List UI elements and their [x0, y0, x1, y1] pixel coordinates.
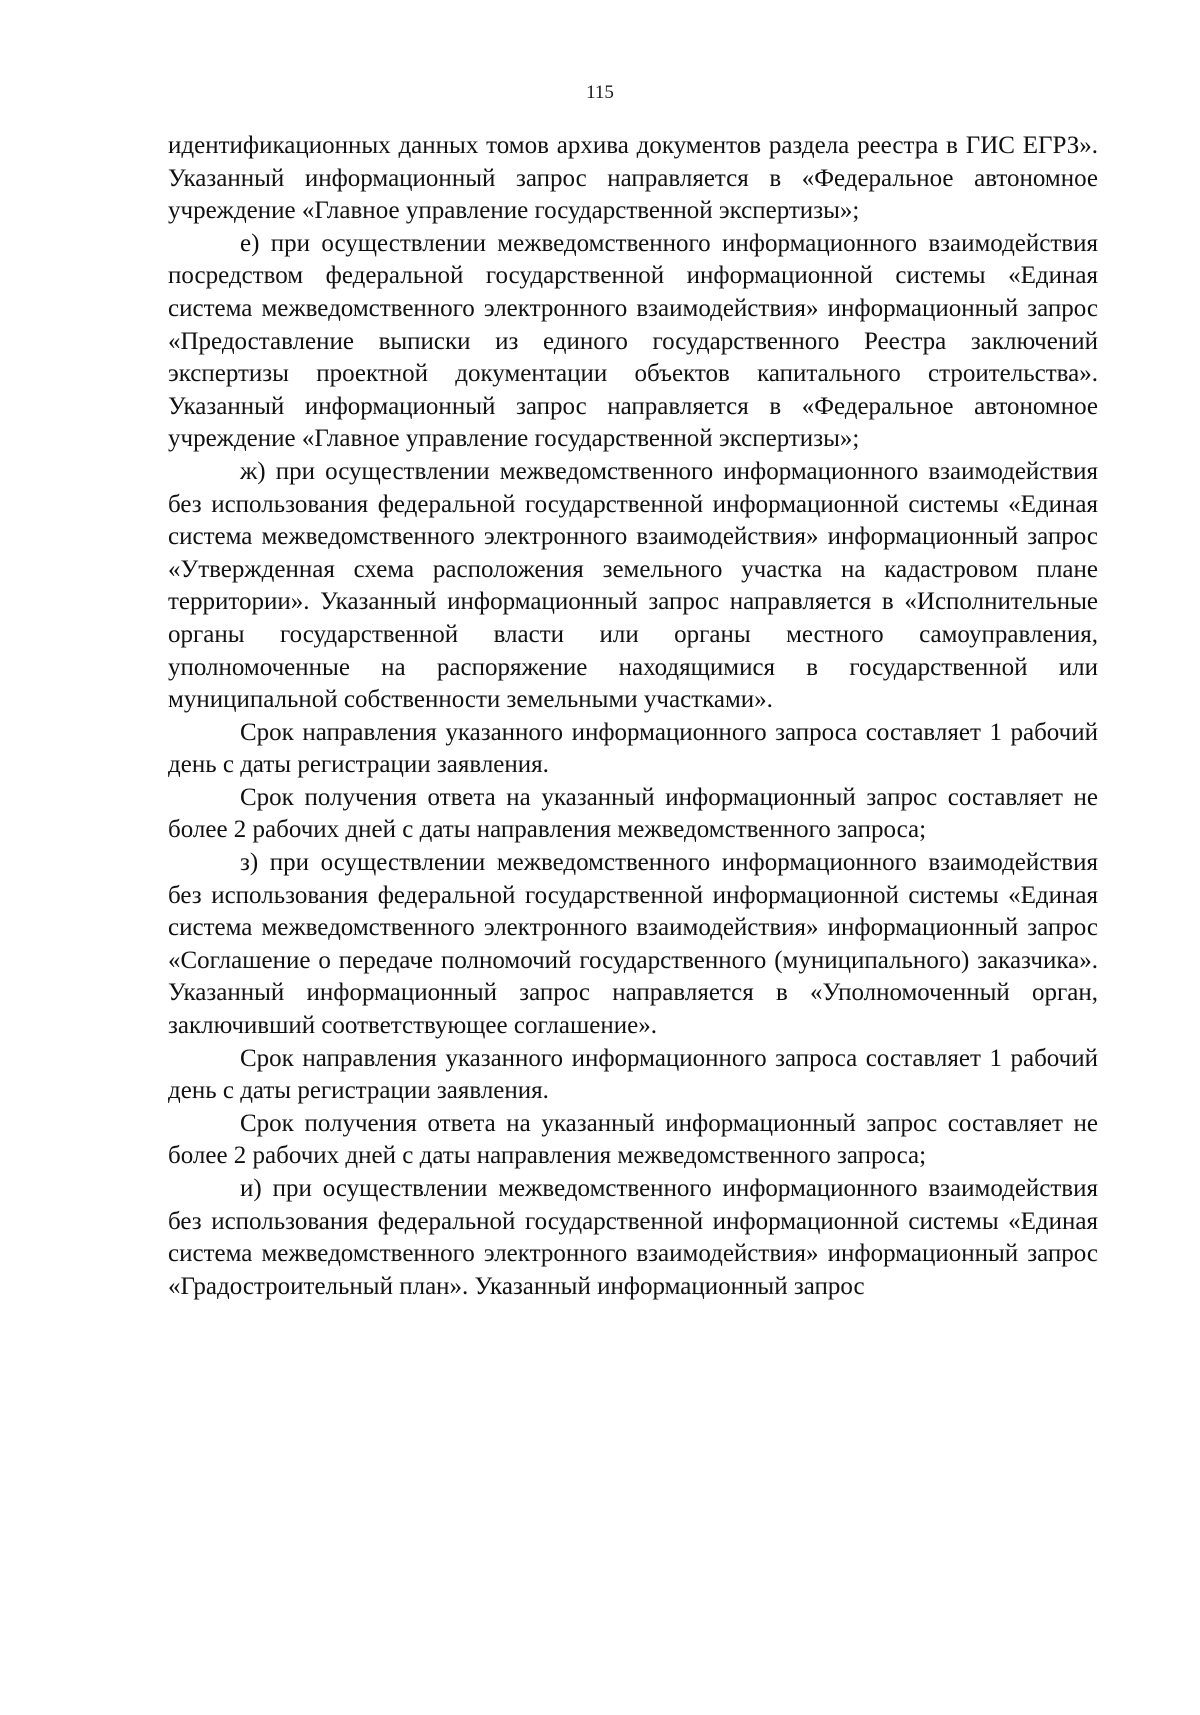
paragraph-response-deadline: Срок получения ответа на указанный информационный запрос составляет не более 2 рабочих дней с даты направления межведомственного запроса; — [168, 1109, 1098, 1170]
paragraph-item-z: з) при осуществлении межведомственного информационного взаимодействия без использования федеральной государственной информационной системы «Единая система межведомственного электронного взаимодействия» информационный запрос «Соглашение о передаче полномочий государственного (муниципального) заказчика». Указанный информационный запрос направляется в «Уполномоченный орган, заключивший соответствующее соглашение». — [168, 849, 1098, 1040]
paragraph-request-deadline: Срок направления указанного информационного запроса составляет 1 рабочий день с даты регистрации заявления. — [168, 1044, 1098, 1105]
page-number: 115 — [586, 82, 614, 103]
paragraph-response-deadline: Срок получения ответа на указанный информационный запрос составляет не более 2 рабочих дней с даты направления межведомственного запроса; — [168, 783, 1098, 844]
paragraph-item-i: и) при осуществлении межведомственного информационного взаимодействия без использования федеральной государственной информационной системы «Единая система межведомственного электронного взаимодействия» информационный запрос «Градостроительный план». Указанный информационный запрос — [168, 1175, 1098, 1300]
document-body — [168, 130, 1098, 1303]
paragraph-item-zh: ж) при осуществлении межведомственного информационного взаимодействия без использования федеральной государственной информационной системы «Единая система межведомственного электронного взаимодействия» информационный запрос «Утвержденная схема расположения земельного участка на кадастровом плане территории». Указанный информационный запрос направляется в «Исполнительные органы государственной власти или органы местного самоуправления, уполномоченные на распоряжение находящимися в государственной или муниципальной собственности земельными участками». — [168, 457, 1098, 714]
paragraph-item-e: е) при осуществлении межведомственного информационного взаимодействия посредством федеральной государственной информационной системы «Единая система межведомственного электронного взаимодействия» информационный запрос «Предоставление выписки из единого государственного Реестра заключений экспертизы проектной документации объектов капитального строительства». Указанный информационный запрос направляется в «Федеральное автономное учреждение «Главное управление государственной экспертизы»; — [168, 229, 1098, 453]
paragraph-continuation: идентификационных данных томов архива документов раздела реестра в ГИС ЕГРЗ». Указанный информационный запрос направляется в «Федеральное автономное учреждение «Главное управление государственной экспертизы»; — [168, 132, 1098, 225]
paragraph-request-deadline: Срок направления указанного информационного запроса составляет 1 рабочий день с даты регистрации заявления. — [168, 718, 1098, 779]
